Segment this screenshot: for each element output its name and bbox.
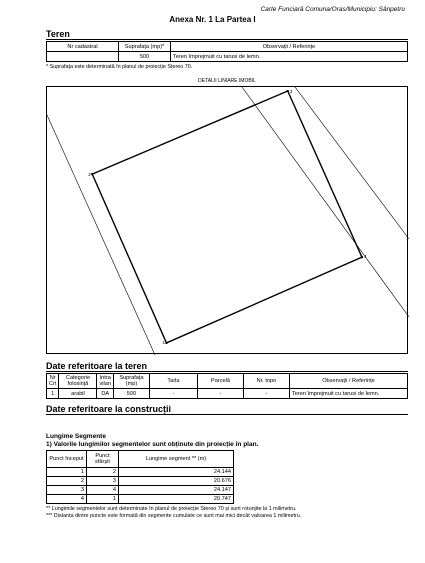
boundary-line-right-2: [295, 87, 409, 239]
vertex-point: [165, 342, 167, 344]
col-nr-topo: Nr. topo: [243, 374, 289, 389]
cell-start: 3: [47, 486, 87, 495]
cell-intravilan: DA: [97, 389, 114, 399]
cell-end: 2: [87, 468, 119, 477]
col-nr-crt: Nr Crt: [47, 374, 59, 389]
cell-suprafata: 500: [113, 389, 149, 399]
col-punct-sfarsit: Punct sfârșit: [87, 451, 119, 468]
cell-categorie: arabil: [59, 389, 97, 399]
cell-tarla: -: [149, 389, 197, 399]
section-title-date-teren: Date referitoare la teren: [46, 361, 148, 371]
table-row: [47, 477, 234, 486]
teren-table: [46, 41, 408, 62]
cell-nr: 1: [47, 389, 59, 399]
vertex-label: 2: [88, 172, 91, 178]
col-lungime: Lungime segment ** (m): [119, 451, 234, 468]
annex-title: Anexa Nr. 1 La Partea I: [169, 15, 256, 24]
segmente-note-1: ** Lungimile segmentelor sunt determinate în planul de proiecție Stereo 70 și sunt rotunjite la 1 milimetru.: [46, 506, 297, 512]
vertex-point: [361, 256, 363, 258]
col-parcela: Parcelă: [197, 374, 243, 389]
col-observatii: Observații / Referințe: [171, 42, 408, 52]
cell-end: 3: [87, 477, 119, 486]
vertex-point: [287, 90, 289, 92]
segmente-note-2: *** Distanța dintre puncte este formată din segmente cumulate ce sunt mai mici decât valoarea 1 milimetru.: [46, 513, 302, 519]
vertex-label: 4: [363, 254, 367, 260]
boundary-line-right: [242, 87, 409, 317]
cell-end: 1: [87, 495, 119, 504]
cell-observatii: Teren împrejmuit cu tarusi de lemn.: [171, 52, 408, 62]
table-row: [47, 486, 234, 495]
cell-length: 20.747: [119, 495, 234, 504]
section-rule: [46, 414, 408, 415]
cell-end: 4: [87, 486, 119, 495]
segmente-table: [46, 450, 234, 504]
section-title-constructii: Date referitoare la construcții: [46, 404, 172, 414]
cell-start: 1: [47, 468, 87, 477]
plot-diagram: [46, 86, 408, 354]
cell-topo: -: [243, 389, 289, 399]
diagram-label: DETALII LINIARE IMOBIL: [198, 78, 256, 84]
col-punct-inceput: Punct început: [47, 451, 87, 468]
plot-svg: [47, 87, 409, 355]
col-suprafata: Suprafața (mp)*: [119, 42, 171, 52]
section-title-teren: Teren: [46, 29, 70, 39]
col-suprafata: Suprafața (mp): [113, 374, 149, 389]
cell-parcela: -: [197, 389, 243, 399]
cell-length: 24.147: [119, 486, 234, 495]
col-observatii: Observații / Referințe: [289, 374, 407, 389]
vertex-point: [91, 173, 93, 175]
section-rule: [46, 39, 408, 40]
segmente-subtitle: 1) Valorile lungimilor segmentelor sunt obținute din proiecție în plan.: [46, 441, 259, 448]
vertex-label: 3: [289, 89, 293, 95]
table-row: [47, 495, 234, 504]
boundary-line-left: [47, 115, 155, 355]
cell-length: 24.144: [119, 468, 234, 477]
cell-length: 20.676: [119, 477, 234, 486]
segmente-title: Lungime Segmente: [46, 433, 106, 440]
col-categorie: Categorie folosință: [59, 374, 97, 389]
col-nr-cadastral: Nr cadastral: [47, 42, 119, 52]
col-intravilan: Intra vilan: [97, 374, 114, 389]
cell-start: 2: [47, 477, 87, 486]
date-teren-table: [46, 373, 408, 399]
section-rule: [46, 371, 408, 372]
teren-footnote: * Suprafața este determinată în planul de proiecție Stereo 70.: [46, 64, 193, 70]
cell-observatii: Teren împrejmuit cu tarusi de lemn.: [289, 389, 407, 399]
col-tarla: Tarla: [149, 374, 197, 389]
table-row: [47, 468, 234, 477]
registry-header: Carte Funciară Comuna/Oras/Municipiu: Sânpetru: [260, 6, 405, 13]
cell-nr-cadastral: [47, 52, 119, 62]
cell-start: 4: [47, 495, 87, 504]
cell-suprafata: 500: [119, 52, 171, 62]
vertex-label: 1: [162, 339, 165, 345]
